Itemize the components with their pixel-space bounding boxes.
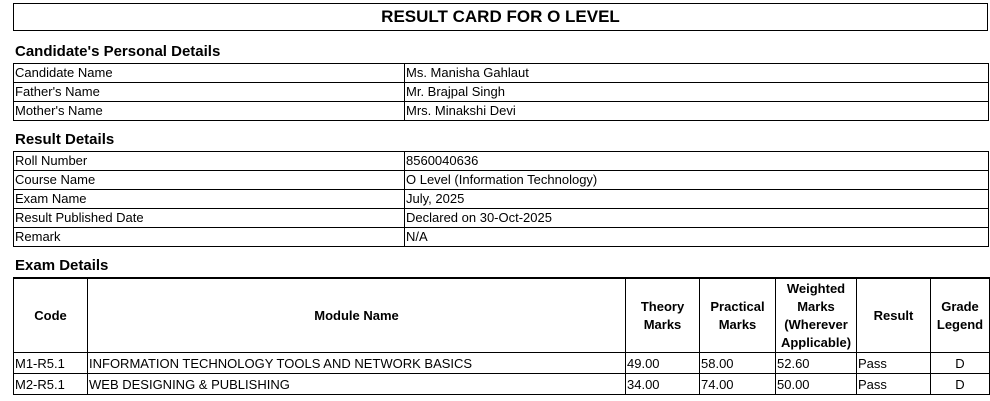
cell-module-name: INFORMATION TECHNOLOGY TOOLS AND NETWORK BASICS [88, 353, 626, 374]
exam-details-table [13, 277, 990, 395]
course-name-value: O Level (Information Technology) [405, 171, 989, 190]
cell-result: Pass [857, 353, 931, 374]
cell-code: M1-R5.1 [14, 353, 88, 374]
candidate-name-value: Ms. Manisha Gahlaut [405, 64, 989, 83]
table-row [14, 209, 989, 228]
cell-practical-marks: 58.00 [700, 353, 776, 374]
cell-grade: D [931, 353, 990, 374]
mother-name-value: Mrs. Minakshi Devi [405, 102, 989, 121]
col-result: Result [857, 278, 931, 353]
father-name-label: Father's Name [14, 83, 405, 102]
father-name-value: Mr. Brajpal Singh [405, 83, 989, 102]
col-grade-legend: Grade Legend [931, 278, 990, 353]
col-weighted-marks: Weighted Marks (Wherever Applicable) [776, 278, 857, 353]
candidate-name-label: Candidate Name [14, 64, 405, 83]
page-title: RESULT CARD FOR O LEVEL [13, 3, 988, 31]
roll-number-value: 8560040636 [405, 152, 989, 171]
cell-practical-marks: 74.00 [700, 374, 776, 395]
table-row [14, 171, 989, 190]
table-row [14, 228, 989, 247]
cell-weighted-marks: 52.60 [776, 353, 857, 374]
roll-number-label: Roll Number [14, 152, 405, 171]
result-details-heading: Result Details [15, 131, 115, 148]
exam-name-value: July, 2025 [405, 190, 989, 209]
cell-weighted-marks: 50.00 [776, 374, 857, 395]
table-row [14, 374, 990, 395]
table-row [14, 64, 989, 83]
remark-label: Remark [14, 228, 405, 247]
cell-theory-marks: 34.00 [626, 374, 700, 395]
table-row [14, 83, 989, 102]
personal-details-table [13, 63, 989, 121]
result-details-table [13, 151, 989, 247]
published-date-label: Result Published Date [14, 209, 405, 228]
exam-details-heading: Exam Details [15, 257, 109, 274]
cell-code: M2-R5.1 [14, 374, 88, 395]
course-name-label: Course Name [14, 171, 405, 190]
exam-name-label: Exam Name [14, 190, 405, 209]
personal-details-heading: Candidate's Personal Details [15, 43, 221, 60]
table-row [14, 190, 989, 209]
cell-result: Pass [857, 374, 931, 395]
col-practical-marks: Practical Marks [700, 278, 776, 353]
mother-name-label: Mother's Name [14, 102, 405, 121]
table-row [14, 152, 989, 171]
cell-module-name: WEB DESIGNING & PUBLISHING [88, 374, 626, 395]
col-module-name: Module Name [88, 278, 626, 353]
cell-theory-marks: 49.00 [626, 353, 700, 374]
table-header-row [14, 278, 990, 353]
col-theory-marks: Theory Marks [626, 278, 700, 353]
cell-grade: D [931, 374, 990, 395]
published-date-value: Declared on 30-Oct-2025 [405, 209, 989, 228]
table-row [14, 102, 989, 121]
table-row [14, 353, 990, 374]
col-code: Code [14, 278, 88, 353]
remark-value: N/A [405, 228, 989, 247]
